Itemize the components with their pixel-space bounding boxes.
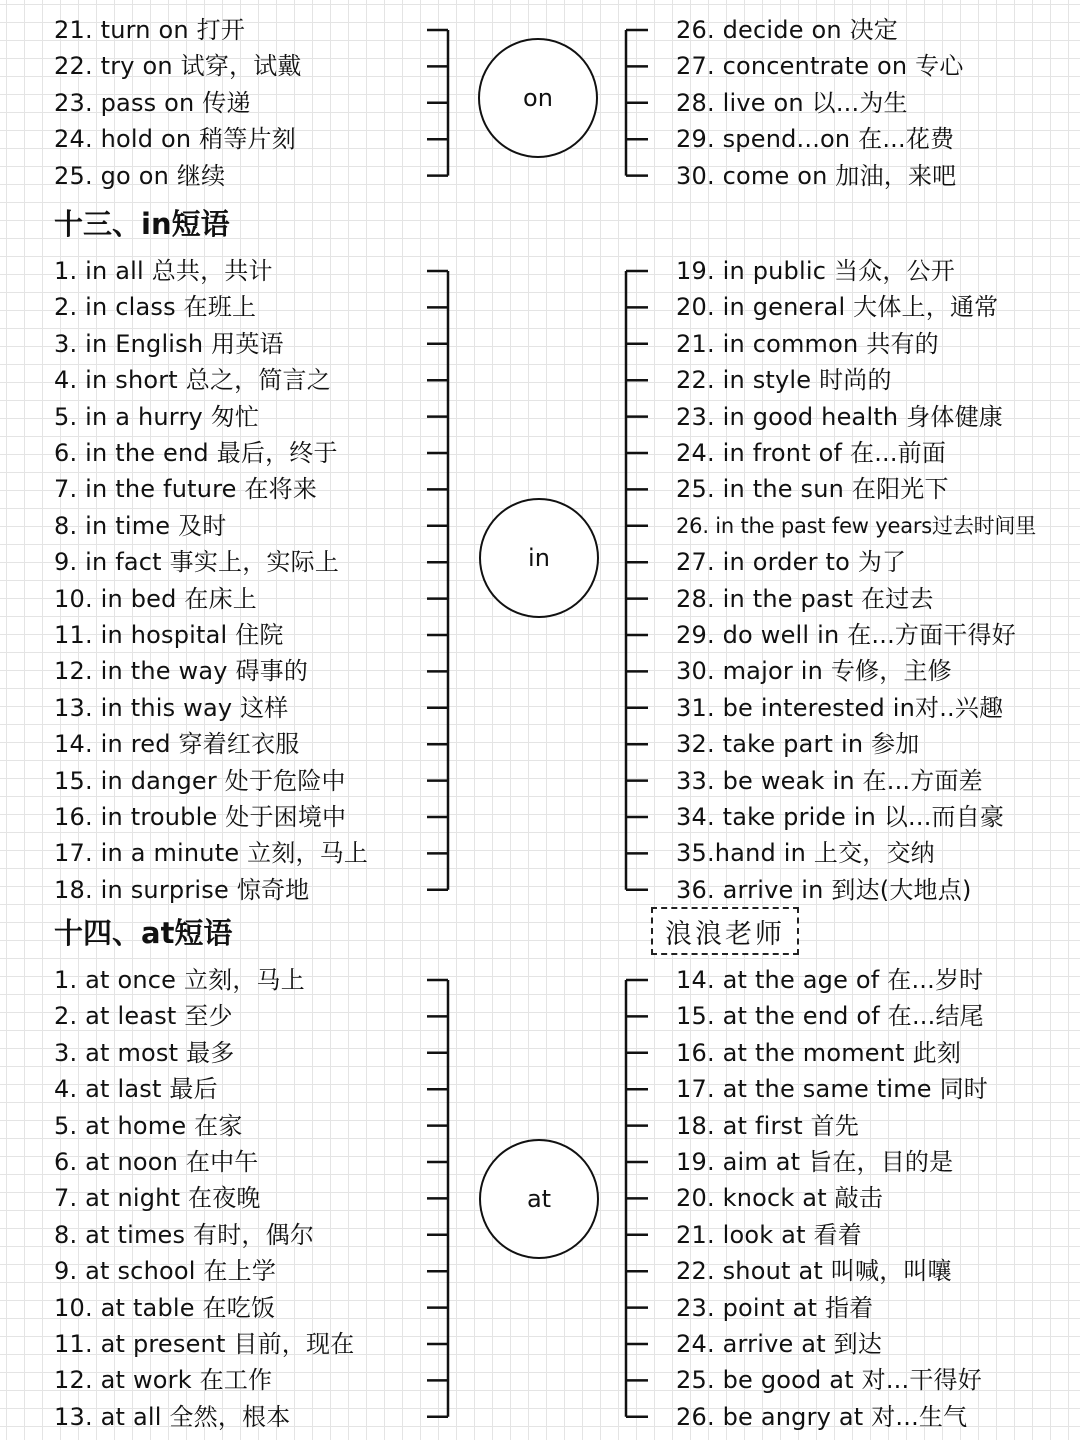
in-left-item: 2. in class 在班上: [54, 293, 257, 322]
at-left-item: 11. at present 目前，现在: [54, 1330, 355, 1358]
at-left-item: 8. at times 有时，偶尔: [54, 1220, 315, 1249]
at-circle: [479, 1139, 599, 1259]
at-left-item: 10. at table 在吃饭: [54, 1293, 276, 1322]
signature-stamp: 浪浪老师: [651, 907, 799, 955]
in-left-item: 14. in red 穿着红衣服: [54, 730, 300, 759]
at-section-heading: 十四、at短语: [54, 916, 233, 950]
in-left-item: 6. in the end 最后，终于: [54, 439, 338, 467]
at-right-item: 22. shout at 叫喊，叫嚷: [676, 1257, 952, 1286]
on-right-item: 26. decide on 决定: [676, 16, 899, 44]
at-left-item: 1. at once 立刻，马上: [54, 966, 305, 994]
in-right-item: 23. in good health 身体健康: [676, 402, 1003, 431]
in-right-item: 19. in public 当众，公开: [676, 257, 955, 285]
in-right-item: 25. in the sun 在阳光下: [676, 475, 949, 504]
at-right-item: 19. aim at 旨在，目的是: [676, 1148, 954, 1176]
in-left-item: 7. in the future 在将来: [54, 475, 318, 504]
in-right-item: 31. be interested in对..兴趣: [676, 693, 1004, 722]
in-left-item: 10. in bed 在床上: [54, 584, 257, 613]
in-left-item: 11. in hospital 住院: [54, 621, 284, 649]
in-right-item: 34. take pride in 以...而自豪: [676, 803, 1005, 831]
on-right-item: 28. live on 以...为生: [676, 88, 908, 117]
in-right-item: 26. in the past few years过去时间里: [676, 513, 1037, 538]
in-right-item: 30. major in 专修，主修: [676, 657, 952, 686]
in-left-item: 3. in English 用英语: [54, 329, 284, 358]
on-left-item: 21. turn on 打开: [54, 16, 246, 44]
in-circle: [479, 498, 599, 618]
in-left-item: 1. in all 总共，共计: [54, 257, 273, 285]
at-left-item: 5. at home 在家: [54, 1111, 243, 1140]
in-right-item: 20. in general 大体上，通常: [676, 293, 999, 322]
at-left-item: 9. at school 在上学: [54, 1257, 277, 1286]
on-left-item: 23. pass on 传递: [54, 88, 251, 117]
at-right-item: 17. at the same time 同时: [676, 1075, 988, 1104]
in-left-item: 9. in fact 事实上，实际上: [54, 548, 340, 577]
in-circle-label: in: [528, 544, 550, 572]
in-left-item: 8. in time 及时: [54, 511, 227, 540]
in-left-item: 17. in a minute 立刻，马上: [54, 839, 369, 868]
in-right-item: 36. arrive in 到达(大地点): [676, 875, 972, 904]
at-right-item: 21. look at 看着: [676, 1220, 862, 1249]
in-right-item: 21. in common 共有的: [676, 329, 939, 358]
at-left-item: 13. at all 全然，根本: [54, 1402, 291, 1431]
at-left-item: 12. at work 在工作: [54, 1366, 273, 1395]
at-right-item: 18. at first 首先: [676, 1111, 860, 1140]
at-right-item: 23. point at 指着: [676, 1293, 874, 1322]
at-right-item: 24. arrive at 到达: [676, 1330, 883, 1358]
at-right-item: 20. knock at 敲击: [676, 1184, 884, 1213]
on-circle-label: on: [523, 84, 553, 112]
in-right-item: 32. take part in 参加: [676, 730, 920, 759]
in-right-item: 28. in the past 在过去: [676, 584, 934, 613]
in-right-item: 24. in front of 在...前面: [676, 439, 947, 467]
on-right-item: 30. come on 加油，来吧: [676, 161, 957, 190]
in-right-item: 33. be weak in 在...方面差: [676, 766, 983, 795]
in-left-item: 16. in trouble 处于困境中: [54, 803, 347, 831]
at-left-item: 4. at last 最后: [54, 1075, 218, 1104]
in-right-item: 29. do well in 在...方面干得好: [676, 621, 1016, 649]
at-left-item: 6. at noon 在中午: [54, 1148, 259, 1176]
on-right-item: 29. spend...on 在...花费: [676, 125, 955, 154]
in-left-item: 5. in a hurry 匆忙: [54, 402, 260, 431]
in-right-item: 22. in style 时尚的: [676, 366, 892, 395]
in-left-item: 12. in the way 碍事的: [54, 657, 309, 686]
at-left-item: 3. at most 最多: [54, 1038, 235, 1067]
on-right-item: 27. concentrate on 专心: [676, 52, 964, 81]
on-left-item: 24. hold on 稍等片刻: [54, 125, 296, 154]
in-right-item: 27. in order to 为了: [676, 548, 907, 577]
in-section-heading: 十三、in短语: [54, 207, 230, 241]
at-left-item: 2. at least 至少: [54, 1002, 233, 1031]
at-right-item: 15. at the end of 在...结尾: [676, 1002, 984, 1031]
on-circle: [478, 38, 598, 158]
in-left-item: 4. in short 总之，简言之: [54, 366, 331, 395]
in-left-item: 15. in danger 处于危险中: [54, 766, 346, 795]
at-right-item: 25. be good at 对...干得好: [676, 1366, 982, 1395]
at-right-item: 26. be angry at 对...生气: [676, 1402, 968, 1431]
at-left-item: 7. at night 在夜晚: [54, 1184, 261, 1213]
at-right-item: 14. at the age of 在...岁时: [676, 966, 984, 994]
on-left-item: 22. try on 试穿，试戴: [54, 52, 302, 81]
at-right-item: 16. at the moment 此刻: [676, 1038, 962, 1067]
in-left-item: 18. in surprise 惊奇地: [54, 875, 310, 904]
in-left-item: 13. in this way 这样: [54, 693, 289, 722]
on-left-item: 25. go on 继续: [54, 161, 226, 190]
at-circle-label: at: [526, 1185, 552, 1213]
in-right-item: 35.hand in 上交，交纳: [676, 839, 935, 868]
